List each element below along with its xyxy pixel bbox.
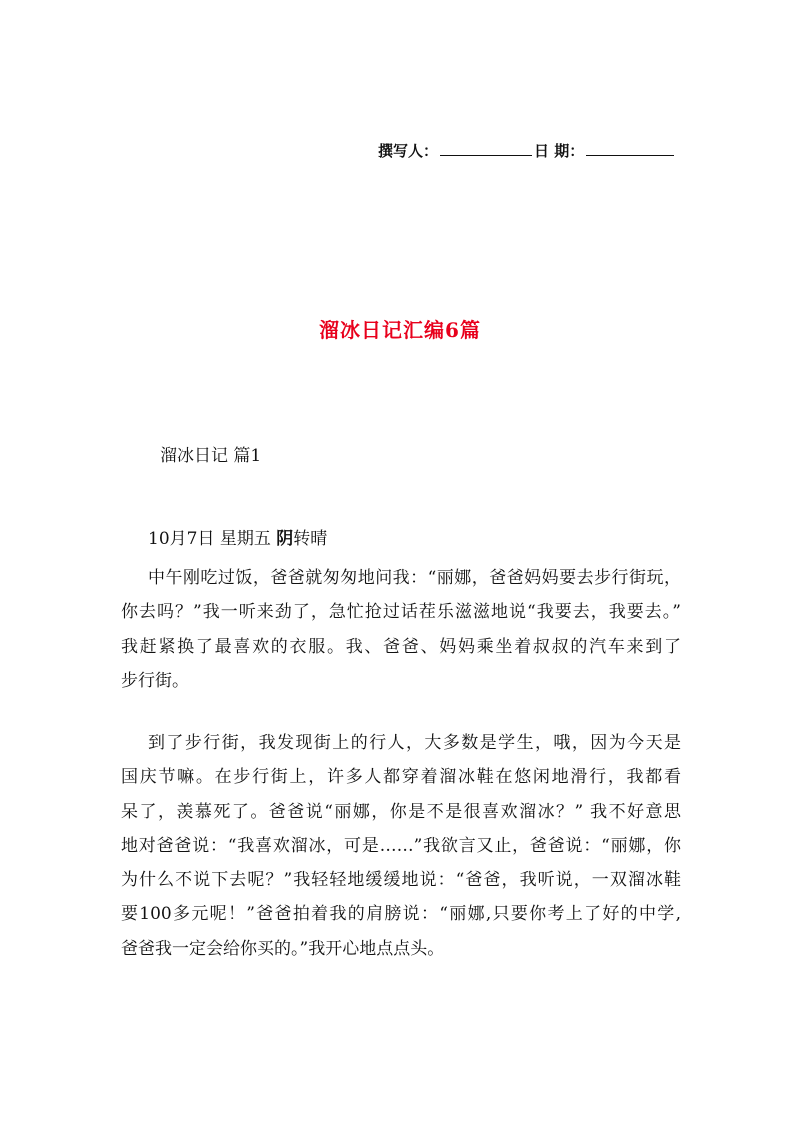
date-label: 日 期： [534, 142, 585, 160]
date-blank-line [586, 141, 674, 156]
document-title: 溜冰日记汇编6篇 [319, 318, 481, 342]
author-blank-line [440, 141, 532, 156]
paragraph-line: 步行街。 [121, 670, 189, 691]
paragraph-line: 地对爸爸说：“我喜欢溜冰，可是……”我欲言又止，爸爸说：“丽娜，你 [121, 835, 681, 856]
paragraph-line: 为什么不说下去呢？”我轻轻地缓缓地说：“爸爸，我听说，一双溜冰鞋 [121, 870, 681, 891]
diary-weather-bold: 阴 [276, 529, 294, 549]
diary-date-line [148, 524, 327, 549]
paragraph-line: 中午刚吃过饭，爸爸就匆匆地问我：“丽娜，爸爸妈妈要去步行街玩， [148, 568, 681, 588]
paragraph-line: 国庆节嘛。在步行街上，许多人都穿着溜冰鞋在悠闲地滑行，我都看 [121, 767, 681, 788]
diary-date: 10月7日 星期五 [148, 529, 277, 549]
paragraph-line: 呆了，羡慕死了。爸爸说“丽娜，你是不是很喜欢溜冰？” 我不好意思 [121, 801, 681, 822]
paragraph-1 [121, 561, 681, 698]
paragraph-line: 到了步行街，我发现街上的行人，大多数是学生，哦，因为今天是 [148, 733, 681, 753]
author-label: 撰写人： [378, 142, 439, 160]
author-date-line [378, 140, 676, 161]
paragraph-line: 要100多元呢！”爸爸拍着我的肩膀说：“丽娜,只要你考上了好的中学, [121, 904, 681, 925]
paragraph-2 [121, 726, 681, 966]
section-heading: 溜冰日记 篇1 [160, 446, 262, 466]
paragraph-line: 我赶紧换了最喜欢的衣服。我、爸爸、妈妈乘坐着叔叔的汽车来到了 [121, 636, 681, 657]
paragraph-line: 爸爸我一定会给你买的。”我开心地点点头。 [121, 938, 445, 959]
paragraph-line: 你去吗？”我一听来劲了，急忙抢过话茬乐滋滋地说“我要去，我要去。” [121, 602, 681, 623]
diary-weather-rest: 转晴 [293, 529, 328, 549]
